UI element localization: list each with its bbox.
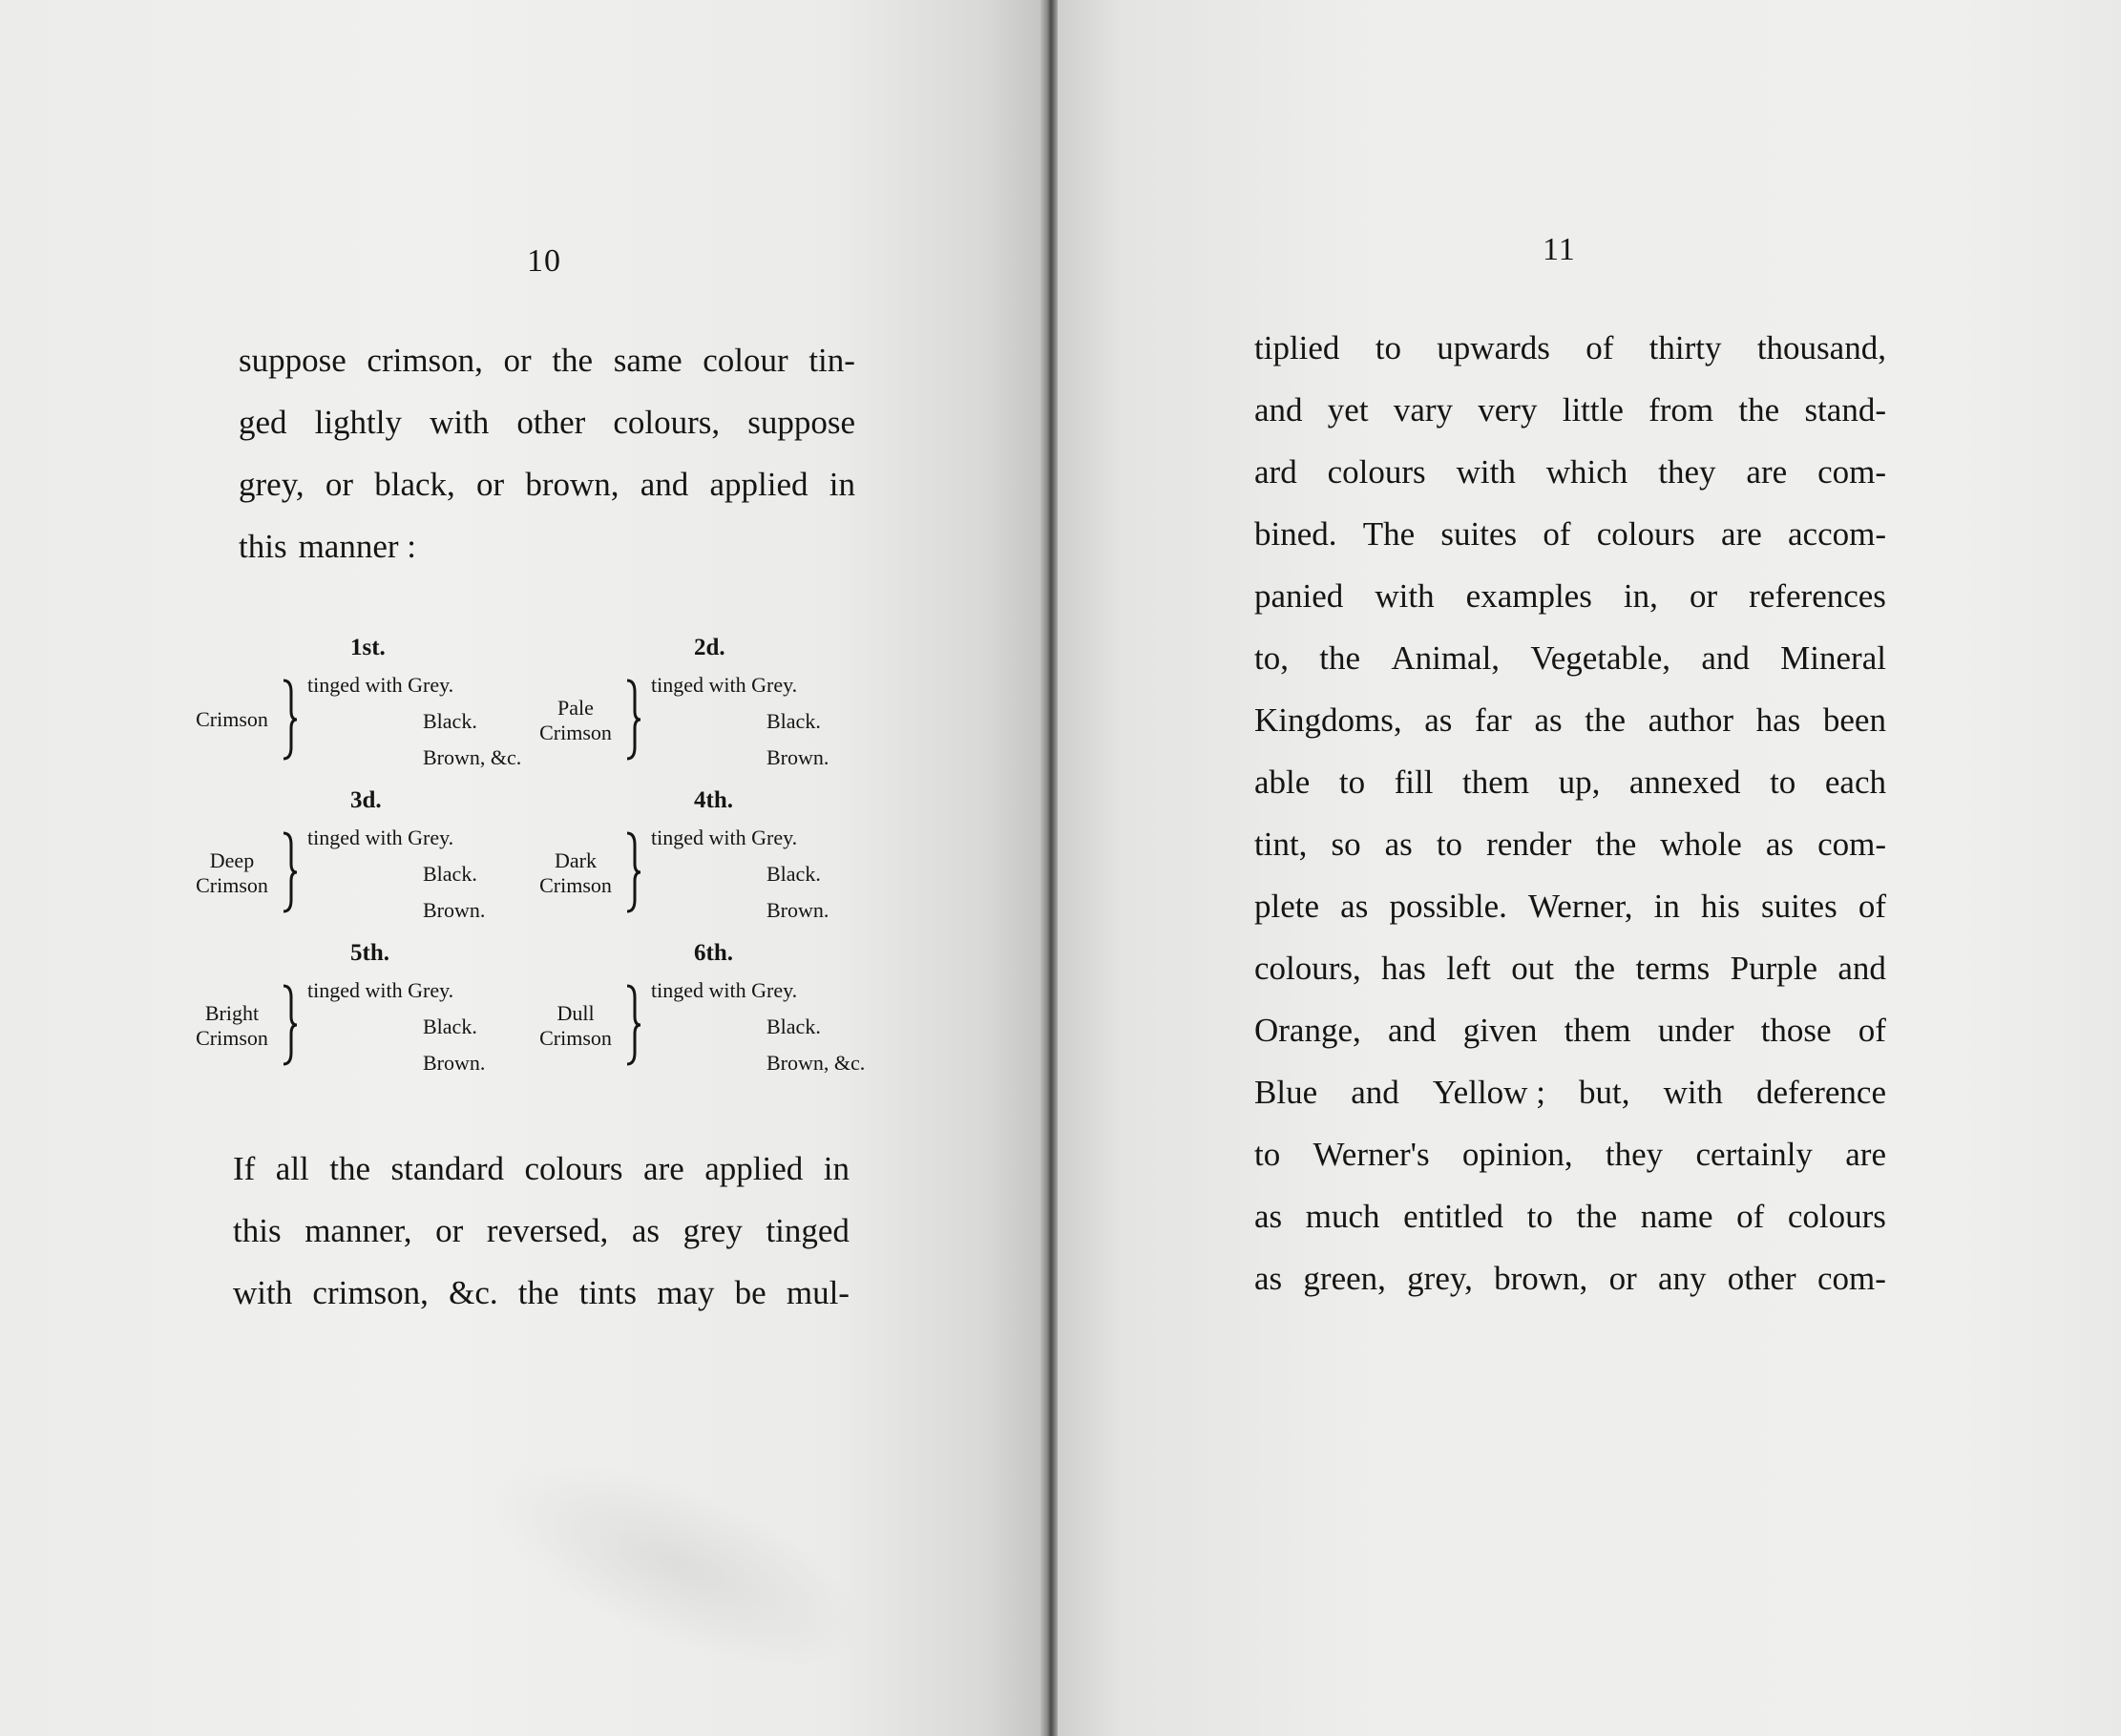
word: to bbox=[1436, 826, 1463, 863]
word: name bbox=[1640, 1198, 1713, 1235]
word: manner : bbox=[298, 528, 417, 565]
word: so bbox=[1331, 826, 1361, 863]
text-line bbox=[239, 391, 855, 453]
word: and bbox=[1254, 391, 1303, 429]
tint-heading: 1st. bbox=[350, 635, 386, 660]
tint-color-name bbox=[186, 707, 278, 732]
word: com- bbox=[1817, 826, 1886, 863]
tint-row-brown: Brown. bbox=[423, 898, 486, 922]
word: or bbox=[435, 1212, 464, 1249]
word: yet bbox=[1327, 391, 1369, 429]
tint-color-name-line: Bright bbox=[204, 1001, 260, 1025]
word: brown, bbox=[1494, 1260, 1588, 1297]
word: far bbox=[1474, 701, 1512, 739]
tint-tinged-with: tinged with Grey. bbox=[651, 673, 798, 697]
word: with bbox=[1663, 1074, 1723, 1111]
word: suppose bbox=[747, 404, 855, 441]
word: or bbox=[325, 466, 354, 503]
text-line bbox=[1254, 503, 1886, 565]
word: plete bbox=[1254, 888, 1320, 925]
tint-row-brown: Brown. bbox=[766, 745, 830, 769]
tint-heading: 4th. bbox=[694, 787, 733, 813]
word: colours bbox=[1327, 453, 1426, 491]
tint-color-name bbox=[186, 848, 278, 898]
word: possible. bbox=[1389, 888, 1507, 925]
word: brown, bbox=[525, 466, 620, 503]
tint-row-black: Black. bbox=[423, 862, 477, 886]
word: as bbox=[1254, 1260, 1283, 1297]
word: the bbox=[1585, 701, 1626, 739]
tint-row-brown: Brown, &c. bbox=[766, 1051, 866, 1075]
word: standard bbox=[390, 1150, 505, 1187]
word: has bbox=[1381, 950, 1426, 987]
word: applied bbox=[704, 1150, 804, 1187]
word: of bbox=[1858, 1012, 1886, 1049]
page-number-left: 10 bbox=[527, 243, 561, 279]
text-line bbox=[1254, 379, 1886, 441]
word: with bbox=[430, 404, 490, 441]
word: lightly bbox=[314, 404, 403, 441]
tint-color-name bbox=[530, 848, 621, 898]
word: com- bbox=[1817, 453, 1886, 491]
word: manner, bbox=[304, 1212, 412, 1249]
word: upwards bbox=[1437, 329, 1550, 366]
word: Mineral bbox=[1780, 639, 1886, 677]
word: stand- bbox=[1804, 391, 1886, 429]
word: in, bbox=[1623, 577, 1658, 615]
tint-tinged-with: tinged with Grey. bbox=[651, 978, 798, 1002]
word: opinion, bbox=[1461, 1136, 1573, 1173]
word: tints bbox=[578, 1274, 638, 1311]
book-gutter bbox=[1040, 0, 1060, 1736]
tint-row-black: Black. bbox=[423, 1014, 477, 1038]
word: ard bbox=[1254, 453, 1297, 491]
word: bined. bbox=[1254, 515, 1337, 553]
word: entitled bbox=[1403, 1198, 1504, 1235]
right-page bbox=[1058, 0, 2121, 1736]
word: are bbox=[1721, 515, 1762, 553]
word: author bbox=[1648, 701, 1734, 739]
word: Vegetable, bbox=[1530, 639, 1671, 677]
word: crimson, bbox=[367, 342, 483, 379]
tint-row-black: Black. bbox=[423, 709, 477, 733]
word: tint, bbox=[1254, 826, 1308, 863]
word: reversed, bbox=[486, 1212, 609, 1249]
word: Yellow ; bbox=[1432, 1074, 1545, 1111]
tint-color-name bbox=[186, 1001, 278, 1051]
word: as bbox=[1534, 701, 1563, 739]
word: examples bbox=[1465, 577, 1592, 615]
word: com- bbox=[1816, 1260, 1886, 1297]
word: The bbox=[1362, 515, 1416, 553]
curly-brace-icon bbox=[280, 982, 299, 1068]
word: the bbox=[1576, 1198, 1618, 1235]
text-line bbox=[1254, 441, 1886, 503]
word: in bbox=[823, 1150, 850, 1187]
word: colours bbox=[1787, 1198, 1886, 1235]
tint-color-name bbox=[530, 696, 621, 745]
word: suppose bbox=[239, 342, 346, 379]
tint-row-brown: Brown, &c. bbox=[423, 745, 522, 769]
word: colours bbox=[524, 1150, 623, 1187]
word: them bbox=[1462, 763, 1530, 801]
word: been bbox=[1822, 701, 1886, 739]
word: grey, bbox=[1407, 1260, 1473, 1297]
word: black, bbox=[374, 466, 455, 503]
word: very bbox=[1478, 391, 1538, 429]
word: same bbox=[613, 342, 682, 379]
word: fill bbox=[1394, 763, 1434, 801]
word: which bbox=[1545, 453, 1628, 491]
paper-smudge bbox=[463, 1419, 892, 1711]
word: the bbox=[517, 1274, 559, 1311]
word: Animal, bbox=[1391, 639, 1501, 677]
tint-color-name-line: Crimson bbox=[539, 721, 612, 744]
word: Blue bbox=[1254, 1074, 1318, 1111]
text-line bbox=[239, 453, 855, 515]
tint-row-brown: Brown. bbox=[766, 898, 830, 922]
word: his bbox=[1701, 888, 1740, 925]
word: be bbox=[734, 1274, 766, 1311]
word: thirty bbox=[1648, 329, 1722, 366]
word: &c. bbox=[449, 1274, 498, 1311]
word: and bbox=[1351, 1074, 1399, 1111]
word: ged bbox=[239, 404, 287, 441]
word: references bbox=[1749, 577, 1886, 615]
word: are bbox=[1845, 1136, 1886, 1173]
text-line bbox=[1254, 317, 1886, 379]
text-line bbox=[239, 515, 855, 577]
word: grey, bbox=[239, 466, 304, 503]
word: little bbox=[1562, 391, 1624, 429]
tint-row-black: Black. bbox=[766, 709, 821, 733]
word: in bbox=[1653, 888, 1680, 925]
word: render bbox=[1486, 826, 1572, 863]
tint-heading: 5th. bbox=[350, 940, 389, 966]
word: to bbox=[1254, 1136, 1281, 1173]
word: each bbox=[1824, 763, 1886, 801]
word: from bbox=[1648, 391, 1714, 429]
text-line bbox=[1254, 627, 1886, 689]
word: the bbox=[1595, 826, 1637, 863]
word: to bbox=[1375, 329, 1401, 366]
tint-color-name-line: Crimson bbox=[196, 707, 268, 731]
word: Werner, bbox=[1528, 888, 1633, 925]
word: and bbox=[640, 466, 689, 503]
word: to bbox=[1338, 763, 1366, 801]
word: the bbox=[1319, 639, 1361, 677]
word: colours bbox=[1596, 515, 1695, 553]
word: colours, bbox=[613, 404, 721, 441]
tint-tinged-with: tinged with Grey. bbox=[307, 826, 454, 849]
word: If bbox=[233, 1150, 256, 1187]
text-line bbox=[239, 329, 855, 391]
word: as bbox=[1765, 826, 1795, 863]
word: may bbox=[657, 1274, 715, 1311]
tint-color-name-line: Crimson bbox=[196, 873, 268, 897]
curly-brace-icon bbox=[623, 982, 642, 1068]
word: much bbox=[1305, 1198, 1380, 1235]
word: whole bbox=[1660, 826, 1742, 863]
word: are bbox=[1746, 453, 1788, 491]
word: those bbox=[1760, 1012, 1832, 1049]
word: Purple bbox=[1730, 950, 1817, 987]
word: of bbox=[1586, 329, 1614, 366]
page-number-right: 11 bbox=[1543, 232, 1576, 267]
word: up, bbox=[1558, 763, 1601, 801]
word: the bbox=[1738, 391, 1780, 429]
word: colours, bbox=[1254, 950, 1361, 987]
left-outro-paragraph bbox=[233, 1138, 850, 1324]
word: any bbox=[1657, 1260, 1707, 1297]
word: crimson, bbox=[312, 1274, 429, 1311]
word: given bbox=[1462, 1012, 1538, 1049]
word: or bbox=[1689, 577, 1718, 615]
word: accom- bbox=[1788, 515, 1886, 553]
word: are bbox=[643, 1150, 684, 1187]
word: as bbox=[1384, 826, 1413, 863]
text-line bbox=[1254, 813, 1886, 875]
text-line bbox=[1254, 751, 1886, 813]
word: deference bbox=[1756, 1074, 1886, 1111]
tint-color-name-line: Deep bbox=[209, 848, 255, 872]
text-line bbox=[1254, 937, 1886, 999]
word: them bbox=[1564, 1012, 1631, 1049]
word: or bbox=[475, 466, 505, 503]
tint-color-name-line: Crimson bbox=[539, 873, 612, 897]
word: terms bbox=[1635, 950, 1711, 987]
tint-color-name bbox=[530, 1001, 621, 1051]
word: with bbox=[233, 1274, 293, 1311]
word: as bbox=[1254, 1198, 1283, 1235]
word: but, bbox=[1579, 1074, 1630, 1111]
word: or bbox=[503, 342, 532, 379]
word: this bbox=[239, 528, 287, 565]
word: Orange, bbox=[1254, 1012, 1361, 1049]
tint-row-brown: Brown. bbox=[423, 1051, 486, 1075]
word: vary bbox=[1393, 391, 1454, 429]
word: of bbox=[1736, 1198, 1765, 1235]
tint-heading: 6th. bbox=[694, 940, 733, 966]
left-page bbox=[0, 0, 1045, 1736]
word: this bbox=[233, 1212, 282, 1249]
word: of bbox=[1858, 888, 1886, 925]
word: they bbox=[1605, 1136, 1664, 1173]
word: annexed bbox=[1628, 763, 1741, 801]
word: to bbox=[1770, 763, 1796, 801]
tint-color-name-line: Crimson bbox=[196, 1026, 268, 1050]
text-line bbox=[1254, 689, 1886, 751]
tint-color-name-line: Crimson bbox=[539, 1026, 612, 1050]
curly-brace-icon bbox=[623, 829, 642, 915]
word: to, bbox=[1254, 639, 1289, 677]
word: grey bbox=[682, 1212, 743, 1249]
text-line bbox=[1254, 565, 1886, 627]
text-line bbox=[1254, 1123, 1886, 1185]
word: tin- bbox=[808, 342, 855, 379]
word: they bbox=[1658, 453, 1716, 491]
text-line bbox=[1254, 875, 1886, 937]
word: with bbox=[1375, 577, 1435, 615]
word: suites bbox=[1440, 515, 1518, 553]
word: panied bbox=[1254, 577, 1344, 615]
text-line bbox=[1254, 1185, 1886, 1247]
word: the bbox=[1574, 950, 1616, 987]
word: all bbox=[275, 1150, 309, 1187]
word: certainly bbox=[1695, 1136, 1813, 1173]
curly-brace-icon bbox=[280, 829, 299, 915]
word: and bbox=[1838, 950, 1886, 987]
curly-brace-icon bbox=[280, 677, 299, 763]
tint-color-name-line: Dull bbox=[556, 1001, 595, 1025]
word: and bbox=[1701, 639, 1750, 677]
word: out bbox=[1511, 950, 1554, 987]
word: under bbox=[1657, 1012, 1734, 1049]
word: Werner's bbox=[1312, 1136, 1430, 1173]
word: as bbox=[631, 1212, 660, 1249]
word: with bbox=[1456, 453, 1516, 491]
tint-color-name-line: Pale bbox=[557, 696, 594, 720]
word: the bbox=[552, 342, 594, 379]
text-line bbox=[1254, 999, 1886, 1061]
left-intro-paragraph bbox=[239, 329, 855, 577]
text-line bbox=[1254, 1061, 1886, 1123]
word: mul- bbox=[786, 1274, 850, 1311]
tint-heading: 3d. bbox=[350, 787, 382, 813]
word: of bbox=[1543, 515, 1571, 553]
right-paragraph bbox=[1254, 317, 1886, 1309]
tint-color-name-line: Dark bbox=[555, 848, 597, 872]
word: as bbox=[1340, 888, 1369, 925]
word: to bbox=[1526, 1198, 1553, 1235]
tint-tinged-with: tinged with Grey. bbox=[307, 673, 454, 697]
word: as bbox=[1424, 701, 1453, 739]
curly-brace-icon bbox=[623, 677, 642, 763]
tint-heading: 2d. bbox=[694, 635, 725, 660]
text-line bbox=[233, 1262, 850, 1324]
word: has bbox=[1755, 701, 1801, 739]
word: colour bbox=[703, 342, 788, 379]
word: Kingdoms, bbox=[1254, 701, 1402, 739]
word: tinged bbox=[766, 1212, 850, 1249]
word: and bbox=[1387, 1012, 1437, 1049]
word: green, bbox=[1303, 1260, 1386, 1297]
word: other bbox=[1727, 1260, 1796, 1297]
text-line bbox=[233, 1138, 850, 1200]
word: or bbox=[1608, 1260, 1637, 1297]
tint-row-black: Black. bbox=[766, 1014, 821, 1038]
word: able bbox=[1254, 763, 1311, 801]
text-line bbox=[233, 1200, 850, 1262]
word: in bbox=[829, 466, 855, 503]
word: the bbox=[329, 1150, 370, 1187]
word: other bbox=[516, 404, 586, 441]
word: suites bbox=[1760, 888, 1838, 925]
word: left bbox=[1446, 950, 1491, 987]
tint-tinged-with: tinged with Grey. bbox=[651, 826, 798, 849]
tint-tinged-with: tinged with Grey. bbox=[307, 978, 454, 1002]
tint-row-black: Black. bbox=[766, 862, 821, 886]
text-line bbox=[1254, 1247, 1886, 1309]
word: applied bbox=[709, 466, 808, 503]
word: tiplied bbox=[1254, 329, 1340, 366]
word: thousand, bbox=[1756, 329, 1886, 366]
